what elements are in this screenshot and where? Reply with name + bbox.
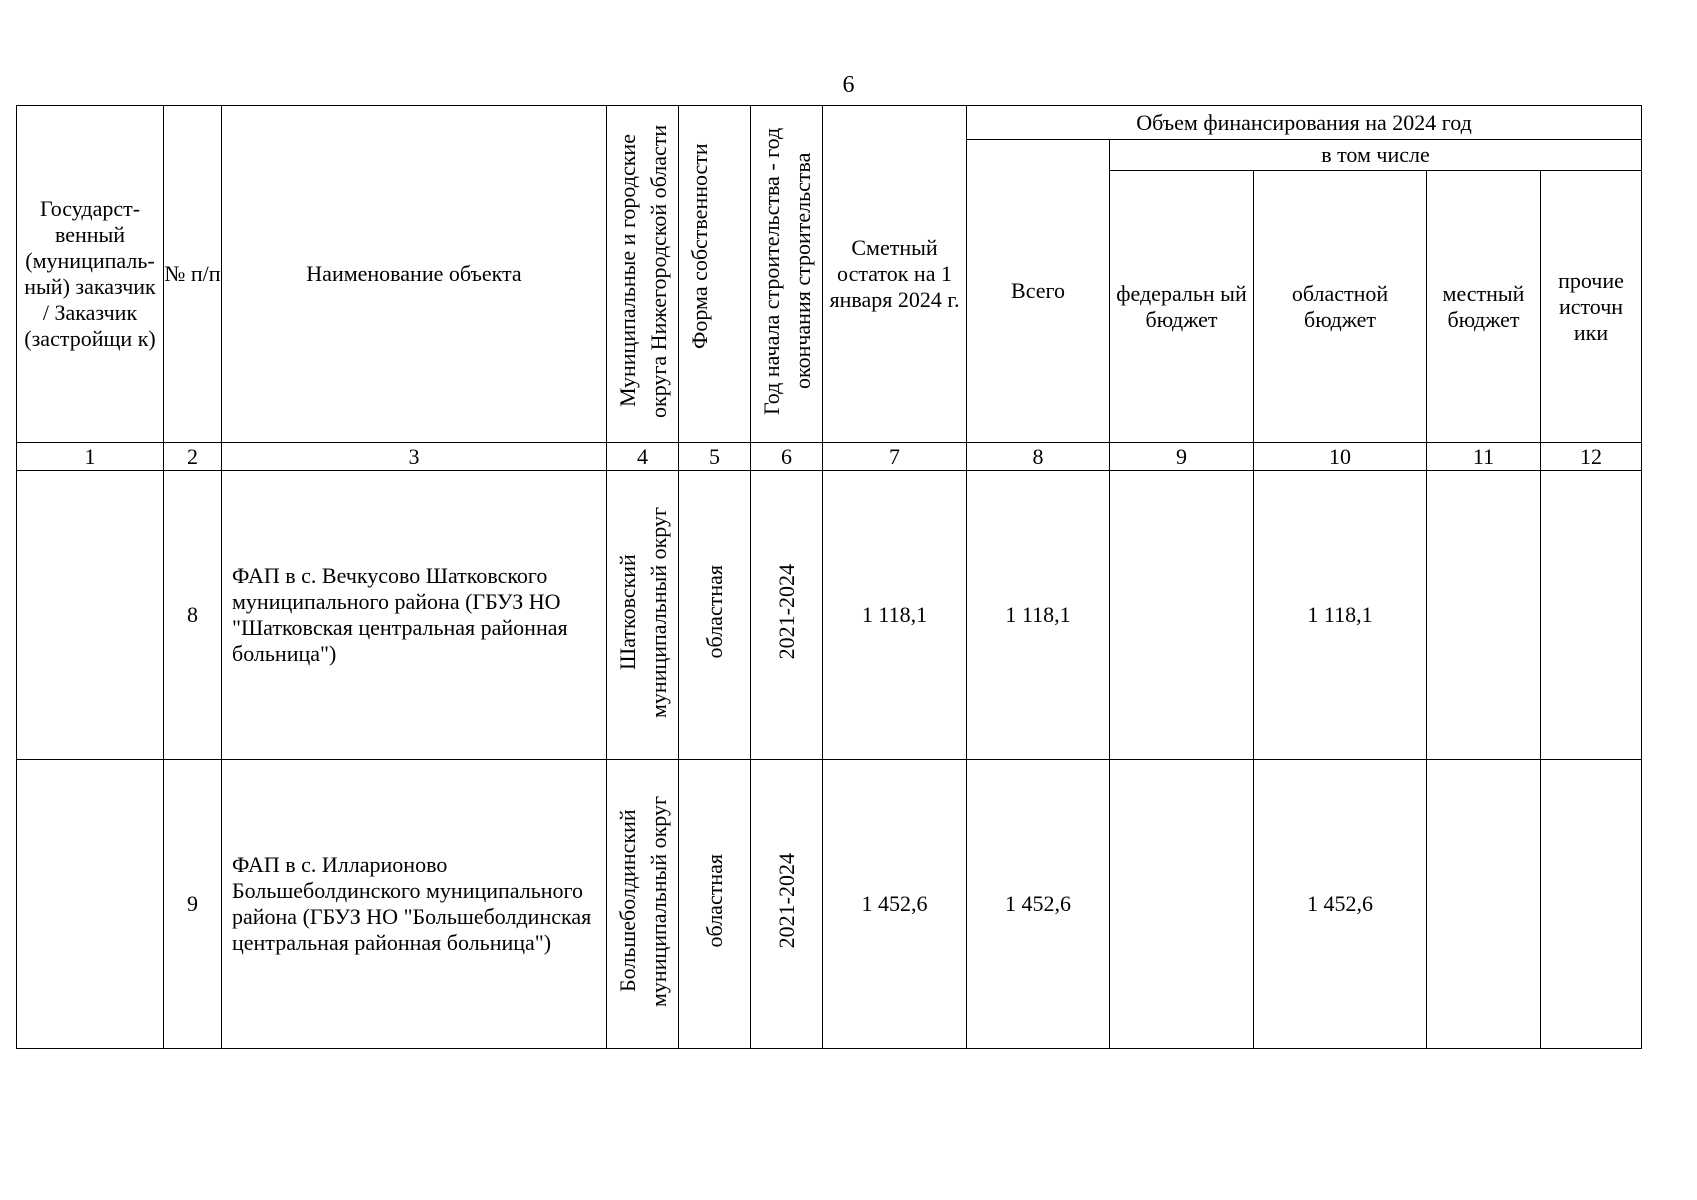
row-years: 2021-2024 bbox=[774, 564, 799, 660]
row-other bbox=[1541, 471, 1642, 760]
header-ownership-cell bbox=[679, 106, 751, 443]
header-row bbox=[17, 106, 1642, 140]
row-object-name: ФАП в с. Вечкусово Шатковского муниципального района (ГБУЗ НО "Шатковская центральная районная больница") bbox=[222, 471, 607, 760]
row-num: 8 bbox=[164, 471, 222, 760]
header-local: местный бюджет bbox=[1427, 171, 1541, 443]
row-total: 1 118,1 bbox=[967, 471, 1110, 760]
header-including: в том числе bbox=[1110, 140, 1642, 171]
table-row bbox=[17, 471, 1642, 760]
header-object-name: Наименование объекта bbox=[222, 106, 607, 443]
row-municipality-cell bbox=[607, 760, 679, 1049]
header-years-cell bbox=[751, 106, 823, 443]
row-years-cell bbox=[751, 471, 823, 760]
column-number: 12 bbox=[1541, 443, 1642, 471]
column-number: 2 bbox=[164, 443, 222, 471]
header-estimate: Сметный остаток на 1 января 2024 г. bbox=[823, 106, 967, 443]
header-regional: областной бюджет bbox=[1254, 171, 1427, 443]
row-ownership-cell bbox=[679, 760, 751, 1049]
header-total: Всего bbox=[967, 140, 1110, 443]
row-estimate: 1 118,1 bbox=[823, 471, 967, 760]
header-ownership: Форма собственности bbox=[686, 143, 712, 349]
header-years: Год начала строительства - год окончания строительства bbox=[758, 127, 815, 415]
row-regional: 1 452,6 bbox=[1254, 760, 1427, 1049]
header-num: № п/п bbox=[164, 106, 222, 443]
row-ownership: областная bbox=[702, 565, 727, 659]
column-number: 8 bbox=[967, 443, 1110, 471]
row-total: 1 452,6 bbox=[967, 760, 1110, 1049]
header-other: прочие источн ики bbox=[1541, 171, 1642, 443]
header-municipality-cell bbox=[607, 106, 679, 443]
row-municipality: Шатковский муниципальный округ bbox=[614, 506, 671, 718]
header-federal: федеральн ый бюджет bbox=[1110, 171, 1254, 443]
row-municipality: Большеболдинский муниципальный округ bbox=[614, 795, 671, 1007]
row-federal bbox=[1110, 471, 1254, 760]
header-customer: Государст-венный (муниципальный) заказчик / Заказчик (застройщи к) bbox=[17, 106, 164, 443]
row-local bbox=[1427, 471, 1541, 760]
row-years: 2021-2024 bbox=[774, 853, 799, 949]
row-customer bbox=[17, 760, 164, 1049]
column-number: 11 bbox=[1427, 443, 1541, 471]
header-municipality: Муниципальные и городские округа Нижегородской области bbox=[614, 124, 671, 418]
column-number: 10 bbox=[1254, 443, 1427, 471]
row-customer bbox=[17, 471, 164, 760]
column-number: 5 bbox=[679, 443, 751, 471]
row-other bbox=[1541, 760, 1642, 1049]
row-years-cell bbox=[751, 760, 823, 1049]
row-federal bbox=[1110, 760, 1254, 1049]
column-number: 7 bbox=[823, 443, 967, 471]
row-regional: 1 118,1 bbox=[1254, 471, 1427, 760]
row-ownership: областная bbox=[702, 854, 727, 948]
column-number: 4 bbox=[607, 443, 679, 471]
row-estimate: 1 452,6 bbox=[823, 760, 967, 1049]
financing-table bbox=[16, 105, 1642, 1049]
row-local bbox=[1427, 760, 1541, 1049]
column-number: 9 bbox=[1110, 443, 1254, 471]
table-row bbox=[17, 760, 1642, 1049]
column-number: 1 bbox=[17, 443, 164, 471]
column-number-row bbox=[17, 443, 1642, 471]
column-number: 3 bbox=[222, 443, 607, 471]
row-num: 9 bbox=[164, 760, 222, 1049]
row-object-name: ФАП в с. Илларионово Большеболдинского муниципального района (ГБУЗ НО "Большеболдинская центральная районная больница") bbox=[222, 760, 607, 1049]
page-number: 6 bbox=[842, 72, 855, 98]
row-ownership-cell bbox=[679, 471, 751, 760]
row-municipality-cell bbox=[607, 471, 679, 760]
header-financing: Объем финансирования на 2024 год bbox=[967, 106, 1642, 140]
column-number: 6 bbox=[751, 443, 823, 471]
